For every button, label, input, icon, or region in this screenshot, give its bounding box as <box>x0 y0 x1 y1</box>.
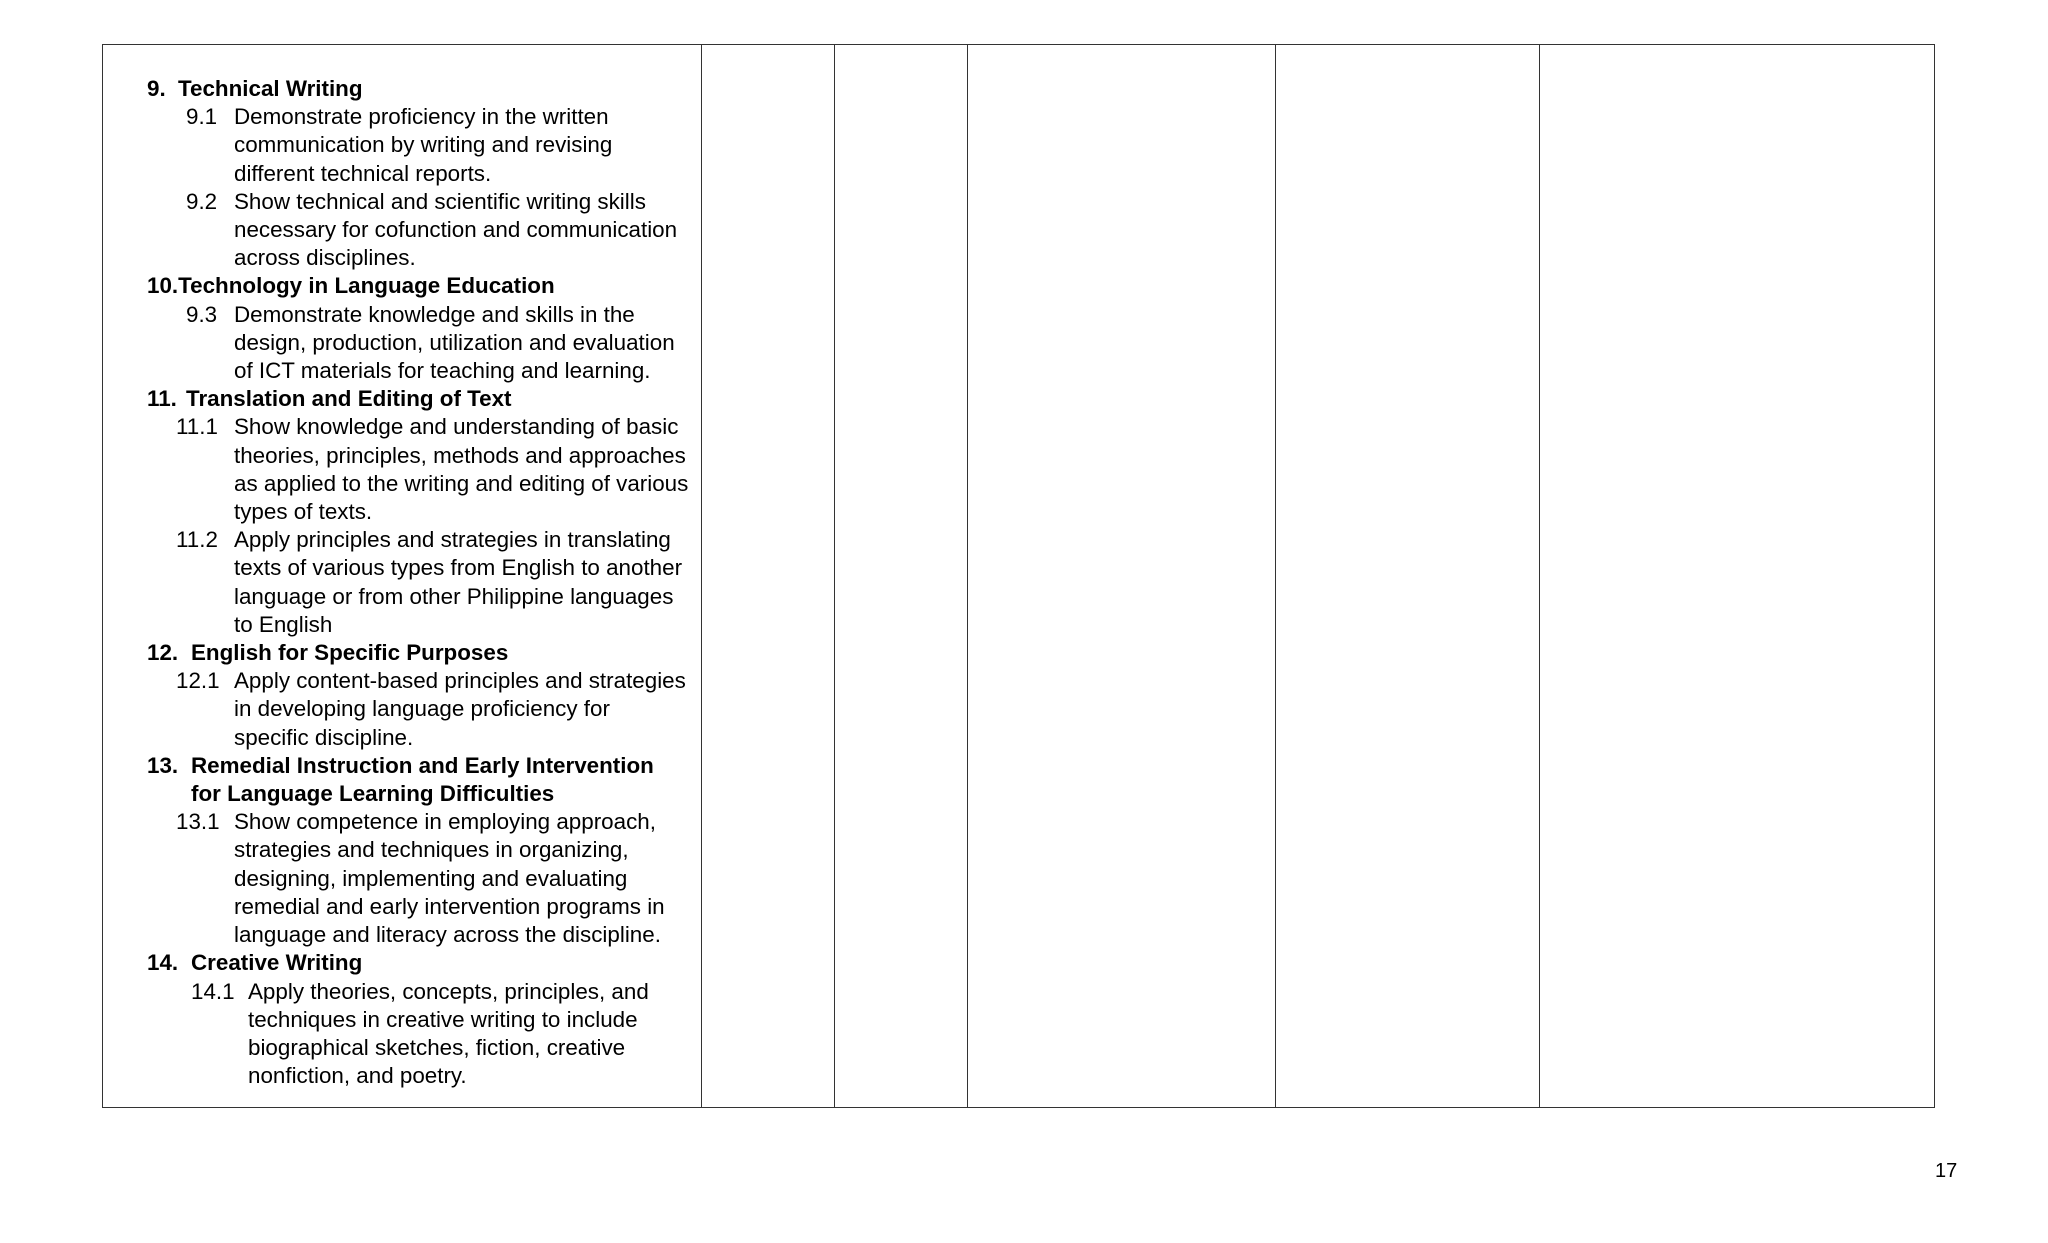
section-title: Remedial Instruction and Early Intervention <box>191 752 654 778</box>
item-text-line: Show knowledge and understanding of basic <box>234 414 679 440</box>
section-title: Translation and Editing of Text <box>186 386 512 412</box>
section-title: Technology in Language Education <box>178 273 555 299</box>
list-item <box>103 413 701 526</box>
item-text-line: in developing language proficiency for <box>234 696 610 722</box>
competencies-list <box>103 45 701 1090</box>
item-number: 11.1 <box>176 414 218 440</box>
section-number: 13. <box>147 752 179 778</box>
item-number: 9.3 <box>186 301 218 327</box>
section-heading-continued <box>103 780 701 808</box>
list-item <box>103 667 701 752</box>
empty-cell <box>968 45 1276 1108</box>
item-text-line: Show competence in employing approach, <box>234 809 656 835</box>
section-title: Technical Writing <box>178 76 363 101</box>
section-heading <box>103 272 701 300</box>
curriculum-table <box>102 44 1935 1108</box>
item-text-line: necessary for cofunction and communication <box>234 217 678 243</box>
item-text-line: strategies and techniques in organizing, <box>234 837 629 863</box>
empty-cell <box>1540 45 1935 1108</box>
list-item <box>103 978 701 1091</box>
item-text-line: designing, implementing and evaluating <box>234 865 628 891</box>
section-title-line2: for Language Learning Difficulties <box>191 781 555 807</box>
section-number: 12. <box>147 640 179 666</box>
item-number: 11.2 <box>176 527 218 553</box>
section-number: 11. <box>147 386 177 412</box>
item-text-line: specific discipline. <box>234 724 414 750</box>
item-text-line: Demonstrate knowledge and skills in the <box>234 301 635 327</box>
item-text-line: theories, principles, methods and approaches <box>234 442 686 468</box>
item-text-line: Demonstrate proficiency in the written <box>234 104 609 130</box>
list-item <box>103 526 701 639</box>
item-text-line: different technical reports. <box>234 160 492 186</box>
section-heading <box>103 385 701 413</box>
page-number: 17 <box>1935 1160 1958 1182</box>
competencies-cell <box>103 45 702 1108</box>
item-text-line: to English <box>234 611 333 637</box>
table-row <box>103 45 1935 1108</box>
item-text-line: texts of various types from English to another <box>234 555 683 581</box>
item-number: 14.1 <box>191 978 235 1004</box>
item-text-line: Show technical and scientific writing skills <box>234 188 646 214</box>
item-text-line: design, production, utilization and evaluation <box>234 329 675 355</box>
item-text-line: remedial and early intervention programs in <box>234 893 665 919</box>
list-item <box>103 188 701 273</box>
section-number: 10. <box>147 273 179 299</box>
section-number: 14. <box>147 950 179 976</box>
section-number: 9. <box>147 76 166 101</box>
item-text-line: biographical sketches, fiction, creative <box>248 1034 626 1060</box>
item-text-line: nonfiction, and poetry. <box>248 1063 467 1089</box>
section-title: Creative Writing <box>191 950 363 976</box>
item-text-line: language or from other Philippine languages <box>234 583 674 609</box>
item-number: 13.1 <box>176 809 220 835</box>
item-number: 9.2 <box>186 188 218 214</box>
item-text-line: as applied to the writing and editing of various <box>234 470 689 496</box>
item-text-line: of ICT materials for teaching and learning. <box>234 358 651 384</box>
item-text-line: language and literacy across the discipline. <box>234 922 661 948</box>
item-text-line: Apply content-based principles and strategies <box>234 668 686 694</box>
empty-cell <box>702 45 835 1108</box>
section-heading <box>103 75 701 103</box>
item-number: 9.1 <box>186 104 218 130</box>
empty-cell <box>1276 45 1540 1108</box>
list-item <box>103 808 701 949</box>
section-heading <box>103 639 701 667</box>
section-heading <box>103 752 701 780</box>
item-text-line: communication by writing and revising <box>234 132 613 158</box>
item-text-line: techniques in creative writing to include <box>248 1006 638 1032</box>
item-text-line: across disciplines. <box>234 245 416 271</box>
section-title: English for Specific Purposes <box>191 640 509 666</box>
item-number: 12.1 <box>176 668 220 694</box>
list-item <box>103 301 701 386</box>
section-heading <box>103 949 701 977</box>
item-text-line: types of texts. <box>234 499 373 525</box>
empty-cell <box>835 45 968 1108</box>
item-text-line: Apply principles and strategies in translating <box>234 527 671 553</box>
list-item <box>103 103 701 188</box>
item-text-line: Apply theories, concepts, principles, and <box>248 978 649 1004</box>
